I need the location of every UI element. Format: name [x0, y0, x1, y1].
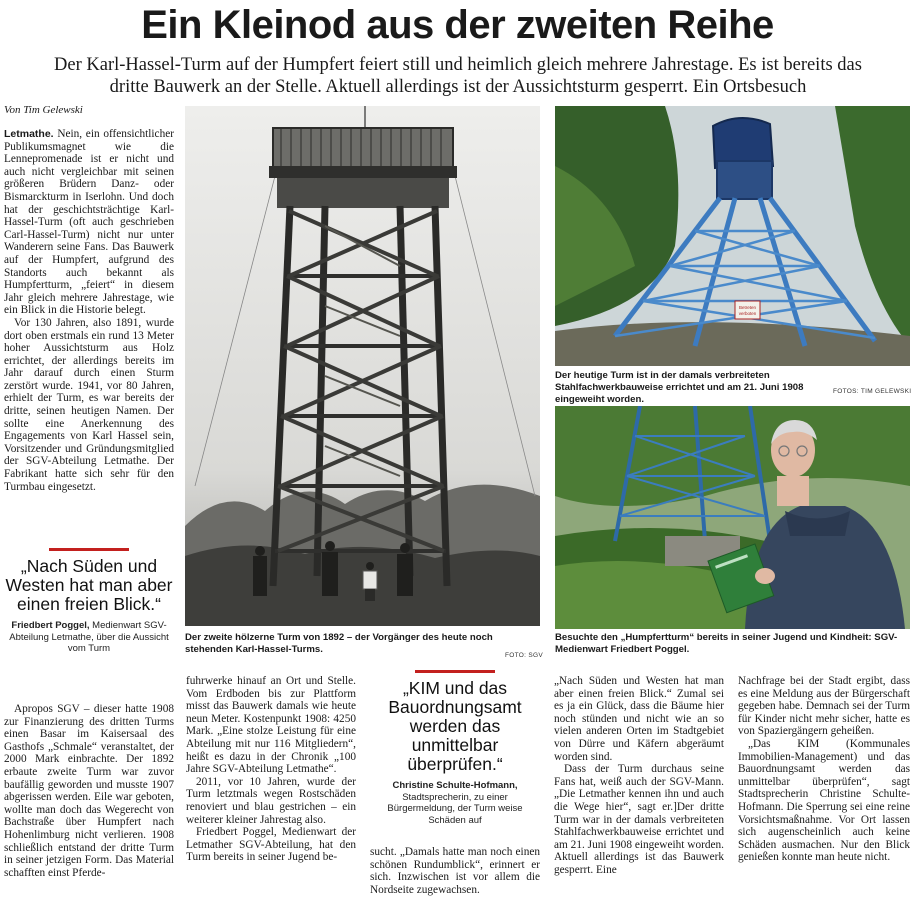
quote-text: „Nach Süden und Westen hat man aber einen freien Blick.“ [5, 556, 173, 614]
paragraph: „Das KIM (Kommunales Immobilien-Management) und das Bauordnungsamt werden das unmittelbar überprüfen“, sagt Stadtsprecherin Christine Schulte-Hofmann. Die Sperrung sei eine reine Vorsichtsmaßnahme. Vor Ort lassen sich augenscheinlich auch keine Schäden ausmachen. Nur den Blick genießen konnte man heute nicht. [738, 737, 910, 864]
paragraph: Vor 130 Jahren, also 1891, wurde dort oben erstmals ein rund 13 Meter hoher Aussichtsturm aus Holz errichtet, der allerdings bereits im Jahr darauf durch einen Sturm zerstört wurde. 1941, vor 80 Jahren, erhielt der Turm, es war bereits der dritte, seinen heutigen Namen. Der sollte eine Anerkennung des Engagements von Karl Hassel sein, Vorsitzender und Gründungsmitglied der SGV-Abteilung Letmathe. Der Fabrikant hatte sich sehr für den Turmbau eingesetzt. [4, 316, 174, 493]
quote-accent-bar [415, 670, 495, 673]
column-1-top [4, 128, 174, 493]
modern-tower-photo [555, 106, 910, 366]
historic-tower-image [185, 106, 540, 626]
paragraph: sucht. „Damals hatte man noch einen schönen Rundumblick“, erinnert er sich. Inzwischen ist vor allem die Nordseite zugewachsen. [370, 846, 540, 896]
byline: Von Tim Gelewski [4, 104, 83, 116]
dateline: Letmathe. [4, 128, 54, 140]
modern-tower-credit: FOTOS: TIM GELEWSKI [833, 388, 912, 395]
paragraph: Letmathe. Nein, ein offensichtlicher Publikumsmagnet wie die Lennepromenade ist er nicht und auch nicht vergleichbar mit seinen größeren Brüdern Danz- oder Bismarckturm in Iserlohn. Und doch hat der geschichtsträchtige Karl-Hassel-Turm (oft auch geschrieben Carl-Hassel-Turm) nicht nur unter Wanderern seine Fans. Das Bauwerk auf der Humpfert, aufgrund des Standorts auch bekannt als Humpfertturm, „feiert“ in diesem Jahr gleich mehrere Jahrestage, wie ein Blick in die Historie belegt. [4, 128, 174, 317]
paragraph: fuhrwerke hinauf an Ort und Stelle. Vom Erdboden bis zur Plattform misst das Bauwerk damals wie heute neun Meter. Kostenpunkt 1908: 4250 Mark. „Eine stolze Leistung für eine Abteilung mit nur 116 Mitgliedern“, heißt es dazu in der Chronik „100 Jahre SGV-Abteilung Letmathe“. [186, 675, 356, 776]
historic-photo-caption: Der zweite hölzerne Turm von 1892 – der Vorgänger des heute noch stehenden Karl-Hassel-Turms. [185, 632, 493, 655]
column-3-bottom [370, 846, 540, 896]
subhead-line-2: dritte Bauwerk an der Stelle. Aktuell allerdings ist der Aussichtsturm gesperrt. Ein Ortsbesuch [109, 77, 807, 97]
historic-tower-photo [185, 106, 540, 626]
column-2 [186, 675, 356, 864]
portrait-image [555, 406, 910, 629]
paragraph: Friedbert Poggel, Medienwart der Letmather SGV-Abteilung, hat den Turm bereits in seiner Jugend be- [186, 826, 356, 864]
subhead-line-1: Der Karl-Hassel-Turm auf der Humpfert feiert still und heimlich gleich mehrere Jahrestage. Es ist bereits das [54, 55, 862, 75]
quote-source: Christine Schulte-Hofmann, Stadtsprecherin, zu einer Bürgermeldung, der Turm weise Schäden auf [387, 780, 523, 826]
column-1-bottom [4, 703, 174, 879]
quote-text: „KIM und das Bauordnungsamt werden das unmittelbar überprüfen.“ [388, 678, 522, 774]
pull-quote-1 [4, 548, 174, 655]
modern-tower-caption: Der heutige Turm ist in der damals verbreiteten Stahlfachwerkbauweise errichtet und am 21. Juni 1908 eingeweiht worden. [555, 370, 804, 405]
column-4 [554, 675, 724, 877]
subhead [8, 54, 908, 98]
portrait-caption: Besuchte den „Humpfertturm“ bereits in seiner Jugend und Kindheit: SGV-Medienwart Friedbert Poggel. [555, 632, 898, 655]
historic-photo-credit: FOTO: SGV [505, 652, 543, 659]
portrait-photo [555, 406, 910, 629]
sign-text-line-2: verboten [738, 311, 757, 316]
headline: Ein Kleinod aus der zweiten Reihe [141, 3, 774, 47]
column-5 [738, 675, 910, 864]
modern-tower-image [555, 106, 910, 366]
sign-text-line-1: Betreten [738, 305, 757, 310]
paragraph: Dass der Turm durchaus seine Fans hat, weiß auch der SGV-Mann. „Die Letmather kennen ihn und auch die Wege hier“, sagt er.]Der dritte Turm war in der damals verbreiteten Stahlfachwerkbauweise errichtet und am 21. Juni 1908 eingeweiht worden. Aktuell allerdings ist das Bauwerk gesperrt. Eine [554, 763, 724, 876]
paragraph: 2011, vor 10 Jahren, wurde der Turm letztmals wegen Rostschäden renoviert und blau gestrichen – ein weiterer kleiner Jahrestag also. [186, 775, 356, 826]
paragraph: Nachfrage bei der Stadt ergibt, dass es eine Meldung aus der Bürgerschaft gegeben habe. Demnach sei der Turm für Kinder nicht mehr sicher, hatte es von Spaziergängern geheißen. [738, 675, 910, 738]
quote-accent-bar [49, 548, 129, 551]
quote-source: Friedbert Poggel, Medienwart SGV-Abteilung Letmathe, über die Aussicht vom Turm [9, 620, 169, 654]
paragraph: „Nach Süden und Westen hat man aber einen freien Blick.“ Zumal sei es ja ein Glück, dass die Bäume hier noch stünden und nicht wie an so vielen anderen Orten im Stadtgebiet von Dürre und Käfern abgeräumt worden sind. [554, 675, 724, 763]
pull-quote-2 [370, 670, 540, 826]
paragraph: Apropos SGV – dieser hatte 1908 zur Finanzierung des dritten Turms einen Basar im Kaisersaal des Gasthofs „Schmale“ veranstaltet, der 2000 Mark einbrachte. Der 1892 erbaute zweite Turm war zuvor baufällig geworden und musste 1907 abgerissen werden. Eile war geboten, wollte man doch das Wegerecht von Bachstraße über Humpfert nach Hohenlimburg nicht verlieren. 1908 schließlich entstand der dritte Turm in seiner jetzigen Form. Das Material schafften einst Pferde- [4, 703, 174, 879]
